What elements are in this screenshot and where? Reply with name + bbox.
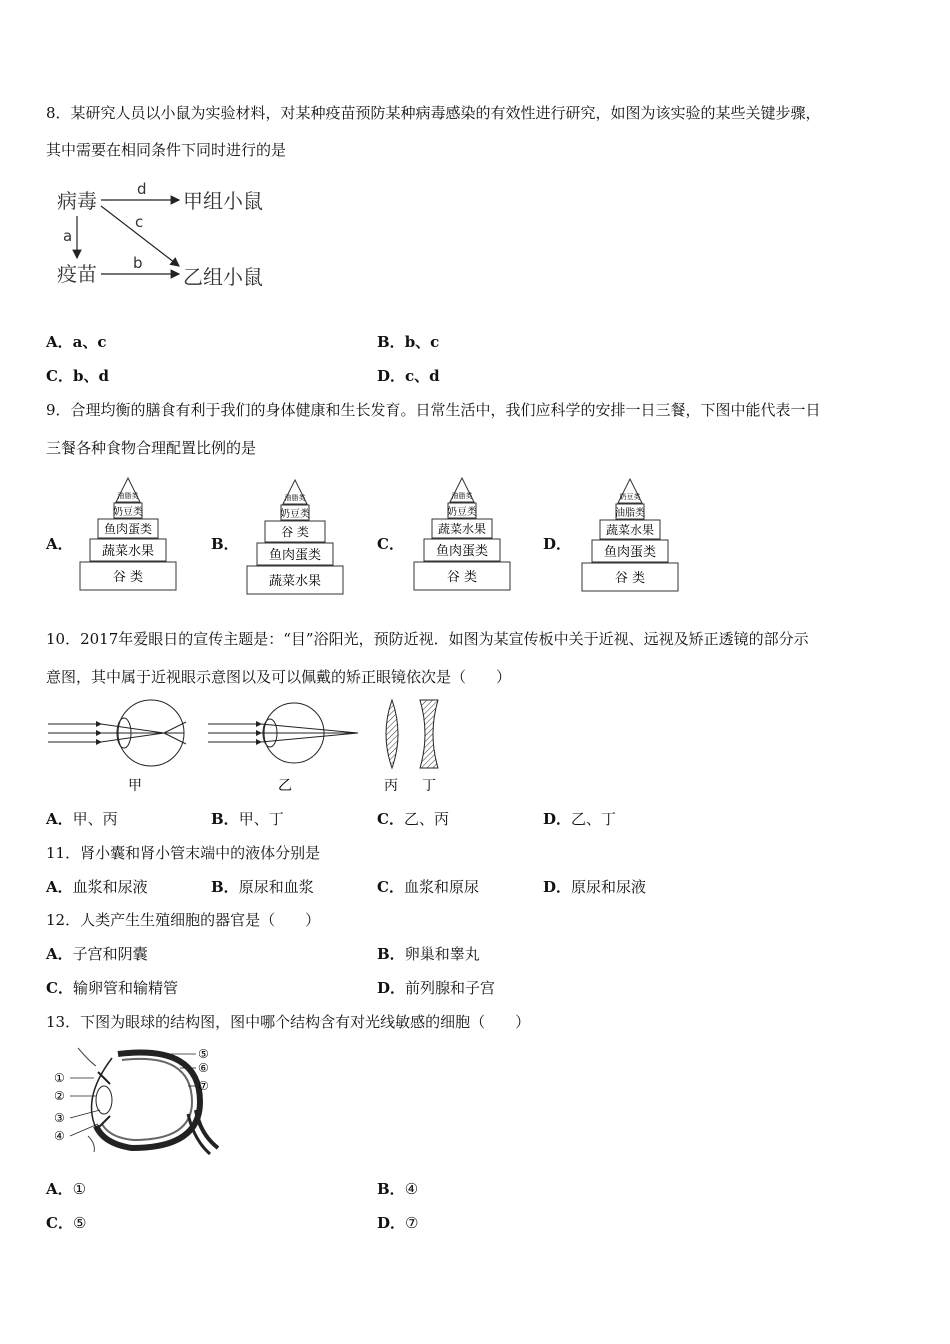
- q10-option-c[interactable]: C．乙、丙: [377, 810, 449, 828]
- pyramid-c-level-5: 谷 类: [446, 570, 478, 585]
- pyramid-b-level-4: 鱼肉蛋类: [268, 548, 322, 563]
- eye-jia-label: 甲: [128, 778, 142, 794]
- q9-pyramid-d[interactable]: [580, 477, 680, 593]
- eye-label-2: ②: [54, 1089, 65, 1103]
- q13-option-a[interactable]: A．①: [46, 1180, 87, 1198]
- pyramid-b-level-5: 蔬菜水果: [268, 574, 322, 589]
- pyramid-c-level-4: 鱼肉蛋类: [435, 544, 489, 559]
- pyramid-c-level-3: 蔬菜水果: [437, 522, 487, 536]
- lens-bing-label: 丙: [384, 778, 398, 794]
- eye-label-4: ④: [54, 1129, 65, 1143]
- q9-option-a-letter[interactable]: A．: [46, 535, 73, 553]
- q8-vaccine-diagram: [55, 178, 270, 293]
- pyramid-d-level-2: 油脂类: [615, 508, 645, 519]
- q10-stem-line2: 意图，其中属于近视眼示意图以及可以佩戴的矫正眼镜依次是（ ）: [46, 668, 512, 686]
- pyramid-c-level-2: 奶豆类: [447, 507, 477, 518]
- pyramid-a-level-1: 油脂类: [117, 492, 139, 500]
- q13-eyeball-diagram: [50, 1044, 220, 1156]
- q9-pyramid-b[interactable]: [245, 478, 345, 596]
- q8-stem-line2: 其中需要在相同条件下同时进行的是: [46, 141, 287, 159]
- pyramid-c-level-1: 油脂类: [451, 492, 473, 500]
- arrow-a-label: a: [63, 227, 73, 245]
- q8-option-a[interactable]: A．a、c: [46, 333, 107, 351]
- q10-option-a[interactable]: A．甲、丙: [46, 810, 118, 828]
- q10-eye-diagram: [46, 696, 456, 798]
- q9-option-b-letter[interactable]: B．: [211, 535, 239, 553]
- arrow-b-label: b: [133, 254, 143, 272]
- q13-stem: 13．下图为眼球的结构图，图中哪个结构含有对光线敏感的细胞（ ）: [46, 1013, 531, 1031]
- q10-option-d[interactable]: D．乙、丁: [543, 810, 617, 828]
- q10-stem-line1: 10．2017年爱眼日的宣传主题是：“目”浴阳光，预防近视．如图为某宣传板中关于近视、远视及矫正透镜的部分示: [46, 630, 809, 648]
- eye-jia: [48, 700, 186, 766]
- eye-label-6: ⑥: [198, 1061, 209, 1075]
- q8-option-c[interactable]: C．b、d: [46, 367, 109, 385]
- q10-option-b[interactable]: B．甲、丁: [211, 810, 284, 828]
- q9-stem-line2: 三餐各种食物合理配置比例的是: [46, 439, 257, 457]
- group-b-label: 乙组小鼠: [183, 265, 263, 289]
- q9-pyramid-a[interactable]: [78, 476, 178, 592]
- q12-option-a[interactable]: A．子宫和阴囊: [46, 945, 148, 963]
- q11-option-a[interactable]: A．血浆和尿液: [46, 878, 148, 896]
- q13-option-c[interactable]: C．⑤: [46, 1214, 87, 1232]
- arrow-c-label: c: [135, 213, 144, 231]
- q12-option-c[interactable]: C．输卵管和输精管: [46, 979, 178, 997]
- q8-option-b[interactable]: B．b、c: [377, 333, 440, 351]
- q8-option-d[interactable]: D．c、d: [377, 367, 440, 385]
- eye-yi-label: 乙: [278, 778, 292, 794]
- pyramid-d-level-4: 鱼肉蛋类: [603, 545, 657, 560]
- lens-bing: [386, 700, 398, 768]
- pyramid-d-level-5: 谷 类: [614, 571, 646, 586]
- pyramid-a-level-4: 蔬菜水果: [101, 544, 155, 559]
- eye-label-5: ⑤: [198, 1047, 209, 1061]
- pyramid-a-level-2: 奶豆类: [113, 507, 143, 518]
- q11-stem: 11．肾小囊和肾小管末端中的液体分别是: [46, 844, 321, 862]
- q12-stem: 12．人类产生生殖细胞的器官是（ ）: [46, 911, 321, 929]
- q12-option-d[interactable]: D．前列腺和子宫: [377, 979, 496, 997]
- q11-option-c[interactable]: C．血浆和原尿: [377, 878, 479, 896]
- q12-option-b[interactable]: B．卵巢和睾丸: [377, 945, 480, 963]
- q9-option-d-letter[interactable]: D．: [543, 535, 572, 553]
- q11-option-b[interactable]: B．原尿和血浆: [211, 878, 314, 896]
- pyramid-a-level-5: 谷 类: [112, 570, 144, 585]
- eye-label-1: ①: [54, 1071, 65, 1085]
- pyramid-d-level-3: 蔬菜水果: [605, 523, 655, 537]
- lens-ding-label: 丁: [422, 778, 436, 794]
- q9-option-c-letter[interactable]: C．: [377, 535, 404, 553]
- q13-option-d[interactable]: D．⑦: [377, 1214, 419, 1232]
- q9-stem-line1: 9．合理均衡的膳食有利于我们的身体健康和生长发育。日常生活中，我们应科学的安排一日三餐，下图中能代表一日: [46, 401, 821, 419]
- pyramid-a-level-3: 鱼肉蛋类: [103, 522, 153, 536]
- q8-stem-line1: 8．某研究人员以小鼠为实验材料，对某种疫苗预防某种病毒感染的有效性进行研究，如图为该实验的某些关键步骤，: [46, 104, 821, 122]
- pyramid-b-level-3: 谷 类: [281, 525, 309, 539]
- eye-yi: [208, 703, 358, 763]
- q11-option-d[interactable]: D．原尿和尿液: [543, 878, 647, 896]
- eye-label-7: ⑦: [198, 1079, 209, 1093]
- vaccine-label: 疫苗: [57, 262, 97, 286]
- eye-label-3: ③: [54, 1111, 65, 1125]
- pyramid-d-level-1: 奶豆类: [619, 493, 641, 501]
- q9-pyramid-c[interactable]: [412, 476, 512, 592]
- arrow-d-label: d: [137, 180, 147, 198]
- lens-ding: [420, 700, 438, 768]
- group-a-label: 甲组小鼠: [183, 189, 263, 213]
- pyramid-b-level-2: 奶豆类: [280, 509, 310, 520]
- pyramid-b-level-1: 油脂类: [284, 494, 306, 502]
- virus-label: 病毒: [57, 189, 97, 213]
- q13-option-b[interactable]: B．④: [377, 1180, 419, 1198]
